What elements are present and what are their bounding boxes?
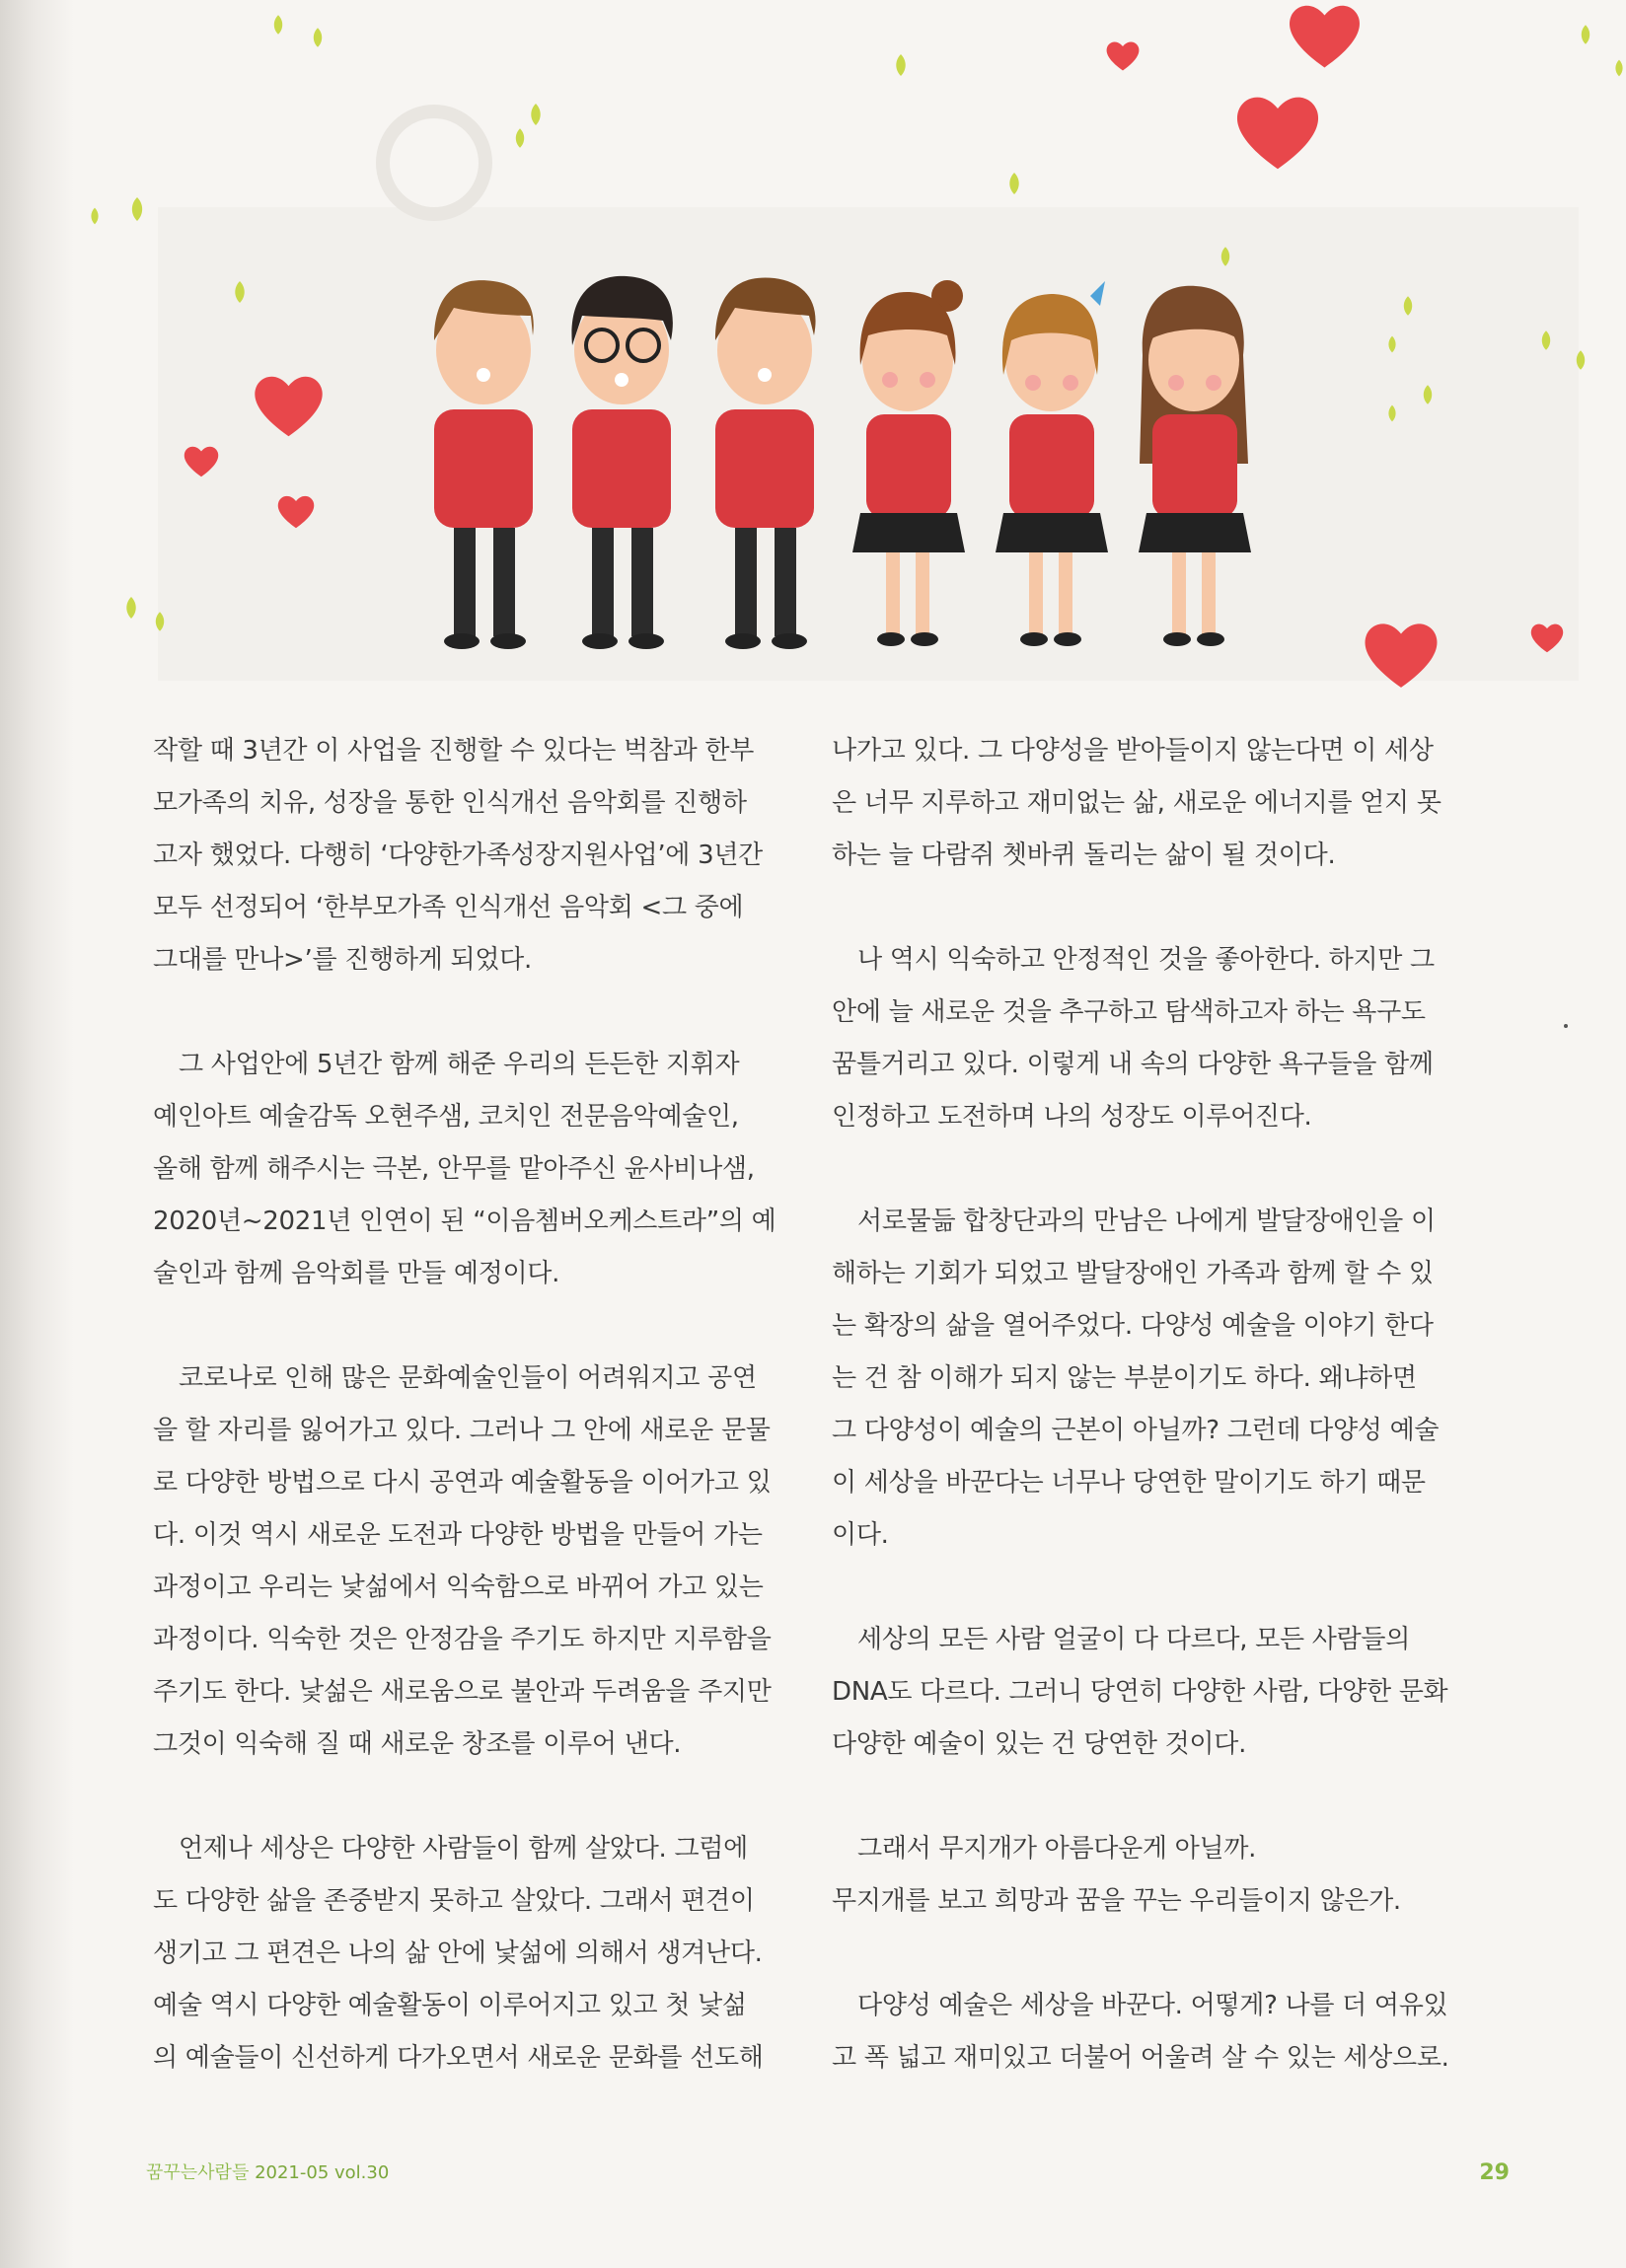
text-line: 의 예술들이 신선하게 다가오면서 새로운 문화를 선도해 xyxy=(153,2043,764,2073)
text-line: 무지개를 보고 희망과 꿈을 꾸는 우리들이지 않은가. xyxy=(832,1886,1401,1916)
text-line: 서로물듦 합창단과의 만남은 나에게 발달장애인을 이 xyxy=(857,1207,1436,1236)
text-line: 생기고 그 편견은 나의 삶 안에 낯섦에 의해서 생겨난다. xyxy=(153,1939,763,1968)
text-line: 다양한 예술이 있는 건 당연한 것이다. xyxy=(832,1729,1247,1759)
page-number: 29 xyxy=(1479,2160,1510,2185)
text-line: 꿈틀거리고 있다. 이렇게 내 속의 다양한 욕구들을 함께 xyxy=(832,1050,1434,1079)
text-line: DNA도 다르다. 그러니 당연히 다양한 사람, 다양한 문화 xyxy=(832,1677,1448,1707)
text-line: 2020년~2021년 인연이 된 “이음쳄버오케스트라”의 예 xyxy=(153,1207,776,1236)
text-line: 과정이고 우리는 낯섦에서 익숙함으로 바뀌어 가고 있는 xyxy=(153,1573,764,1602)
text-line: 술인과 함께 음악회를 만들 예정이다. xyxy=(153,1259,560,1288)
text-line: 해하는 기회가 되었고 발달장애인 가족과 함께 할 수 있 xyxy=(832,1259,1434,1288)
text-line: 올해 함께 해주시는 극본, 안무를 맡아주신 윤사비나샘, xyxy=(153,1154,755,1184)
issue-date: 2021-05 xyxy=(255,2162,330,2183)
text-line: 예인아트 예술감독 오현주샘, 코치인 전문음악예술인, xyxy=(153,1102,739,1132)
paragraph xyxy=(832,934,1478,1143)
issue-volume: vol.30 xyxy=(334,2162,390,2183)
text-line: 은 너무 지루하고 재미없는 삶, 새로운 에너지를 얻지 못 xyxy=(832,788,1441,818)
paragraph xyxy=(832,1196,1478,1562)
text-line: 로 다양한 방법으로 다시 공연과 예술활동을 이어가고 있 xyxy=(153,1468,772,1498)
text-line: 과정이다. 익숙한 것은 안정감을 주기도 하지만 지루함을 xyxy=(153,1625,772,1654)
magazine-name: 꿈꾸는사람들 xyxy=(146,2162,250,2183)
text-line: 나 역시 익숙하고 안정적인 것을 좋아한다. 하지만 그 xyxy=(857,945,1435,975)
text-line: 이 세상을 바꾼다는 너무나 당연한 말이기도 하기 때문 xyxy=(832,1468,1426,1498)
text-line: 는 건 참 이해가 되지 않는 부분이기도 하다. 왜냐하면 xyxy=(832,1363,1417,1393)
text-line: 도 다양한 삶을 존중받지 못하고 살았다. 그래서 편견이 xyxy=(153,1886,755,1916)
stray-dot xyxy=(1564,1024,1568,1028)
text-line: 그 사업안에 5년간 함께 해준 우리의 든든한 지휘자 xyxy=(179,1050,740,1079)
paragraph xyxy=(153,1353,799,1771)
text-line: 주기도 한다. 낯섦은 새로움으로 불안과 두려움을 주지만 xyxy=(153,1677,772,1707)
text-line: 고 폭 넓고 재미있고 더불어 어울려 살 수 있는 세상으로. xyxy=(832,2043,1449,2073)
text-line: 안에 늘 새로운 것을 추구하고 탐색하고자 하는 욕구도 xyxy=(832,997,1426,1027)
text-line: 이다. xyxy=(832,1520,889,1550)
text-line: 모가족의 치유, 성장을 통한 인식개선 음악회를 진행하 xyxy=(153,788,747,818)
text-line: 세상의 모든 사람 얼굴이 다 다르다, 모든 사람들의 xyxy=(857,1625,1411,1654)
text-line: 그것이 익숙해 질 때 새로운 창조를 이루어 낸다. xyxy=(153,1729,682,1759)
paragraph xyxy=(832,1614,1478,1771)
text-line: 코로나로 인해 많은 문화예술인들이 어려워지고 공연 xyxy=(179,1363,757,1393)
choir-illustration xyxy=(59,0,1626,710)
paragraph xyxy=(832,1980,1478,2085)
text-line: 고자 했었다. 다행히 ‘다양한가족성장지원사업’에 3년간 xyxy=(153,841,763,870)
text-line: 다. 이것 역시 새로운 도전과 다양한 방법을 만들어 가는 xyxy=(153,1520,763,1550)
text-column-left xyxy=(153,725,799,2137)
text-line: 언제나 세상은 다양한 사람들이 함께 살았다. 그럼에 xyxy=(179,1834,748,1864)
text-line: 나가고 있다. 그 다양성을 받아들이지 않는다면 이 세상 xyxy=(832,736,1434,766)
text-line: 그래서 무지개가 아름다운게 아닐까. xyxy=(857,1834,1257,1864)
text-line: 인정하고 도전하며 나의 성장도 이루어진다. xyxy=(832,1102,1312,1132)
text-line: 그대를 만나>’를 진행하게 되었다. xyxy=(153,945,532,975)
text-line: 하는 늘 다람쥐 쳇바퀴 돌리는 삶이 될 것이다. xyxy=(832,841,1336,870)
footer-magazine-info xyxy=(146,2158,389,2184)
paragraph xyxy=(153,725,799,987)
text-line: 을 할 자리를 잃어가고 있다. 그러나 그 안에 새로운 문물 xyxy=(153,1416,771,1445)
paragraph xyxy=(832,725,1478,882)
text-column-right xyxy=(832,725,1478,2137)
paragraph xyxy=(832,1823,1478,1928)
text-line: 다양성 예술은 세상을 바꾼다. 어떻게? 나를 더 여유있 xyxy=(857,1991,1448,2020)
text-line: 예술 역시 다양한 예술활동이 이루어지고 있고 첫 낯섦 xyxy=(153,1991,747,2020)
paragraph xyxy=(153,1039,799,1300)
text-line: 그 다양성이 예술의 근본이 아닐까? 그런데 다양성 예술 xyxy=(832,1416,1440,1445)
paragraph xyxy=(153,1823,799,2085)
text-line: 는 확장의 삶을 열어주었다. 다양성 예술을 이야기 한다 xyxy=(832,1311,1434,1341)
text-line: 모두 선정되어 ‘한부모가족 인식개선 음악회 <그 중에 xyxy=(153,893,744,922)
text-line: 작할 때 3년간 이 사업을 진행할 수 있다는 벅참과 한부 xyxy=(153,736,755,766)
